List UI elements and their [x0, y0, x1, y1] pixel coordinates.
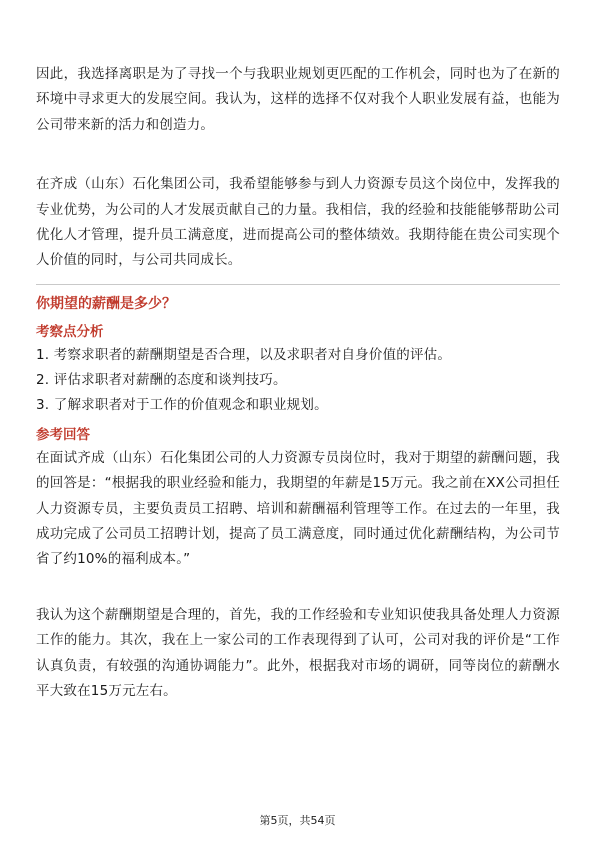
- analysis-item: 1. 考察求职者的薪酬期望是否合理，以及求职者对自身价值的评估。: [36, 346, 452, 363]
- answer-heading: 参考回答: [36, 426, 90, 443]
- page-number: 第5页，共54页: [259, 814, 336, 827]
- analysis-list: [36, 343, 560, 418]
- intro-paragraph-1: 因此，我选择离职是为了寻找一个与我职业规划更匹配的工作机会，同时也为了在新的环境中寻求更大的发展空间。我认为，这样的选择不仅对我个人职业发展有益，也能为公司带来新的活力和创造力。: [36, 66, 560, 133]
- analysis-item: 3. 了解求职者对于工作的价值观念和职业规划。: [36, 396, 328, 413]
- paragraph-gap: [36, 138, 560, 172]
- answer-paragraph-2: 我认为这个薪酬期望是合理的，首先，我的工作经验和专业知识使我具备处理人力资源工作的能力。其次，我在上一家公司的工作表现得到了认可，公司对我的评价是“工作认真负责，有较强的沟通协调能力”。此外，根据我对市场的调研，同等岗位的薪酬水平大致在15万元左右。: [36, 606, 560, 700]
- intro-paragraph-2: 在齐成（山东）石化集团公司，我希望能够参与到人力资源专员这个岗位中，发挥我的专业优势，为公司的人才发展贡献自己的力量。我相信，我的经验和技能能够帮助公司优化人才管理，提升员工满意度，进而提高公司的整体绩效。我期待能在贵公司实现个人价值的同时，与公司共同成长。: [36, 176, 560, 269]
- analysis-heading: 考察点分析: [36, 323, 104, 340]
- question-title: 你期望的薪酬是多少？: [36, 295, 176, 312]
- section-divider: [36, 284, 560, 285]
- document-page: [36, 62, 560, 705]
- analysis-item: 2. 评估求职者对薪酬的态度和谈判技巧。: [36, 371, 287, 388]
- paragraph-gap: [36, 573, 560, 603]
- answer-paragraph-1: 在面试齐成（山东）石化集团公司的人力资源专员岗位时，我对于期望的薪酬问题，我的回答是：“根据我的职业经验和能力，我期望的年薪是15万元。我之前在XX公司担任人力资源专员，主要负责员工招聘、培训和薪酬福利管理等工作。在过去的一年里，我成功完成了公司员工招聘计划，提高了员工满意度，同时通过优化薪酬结构，为公司节省了约10%的福利成本。”: [36, 449, 560, 568]
